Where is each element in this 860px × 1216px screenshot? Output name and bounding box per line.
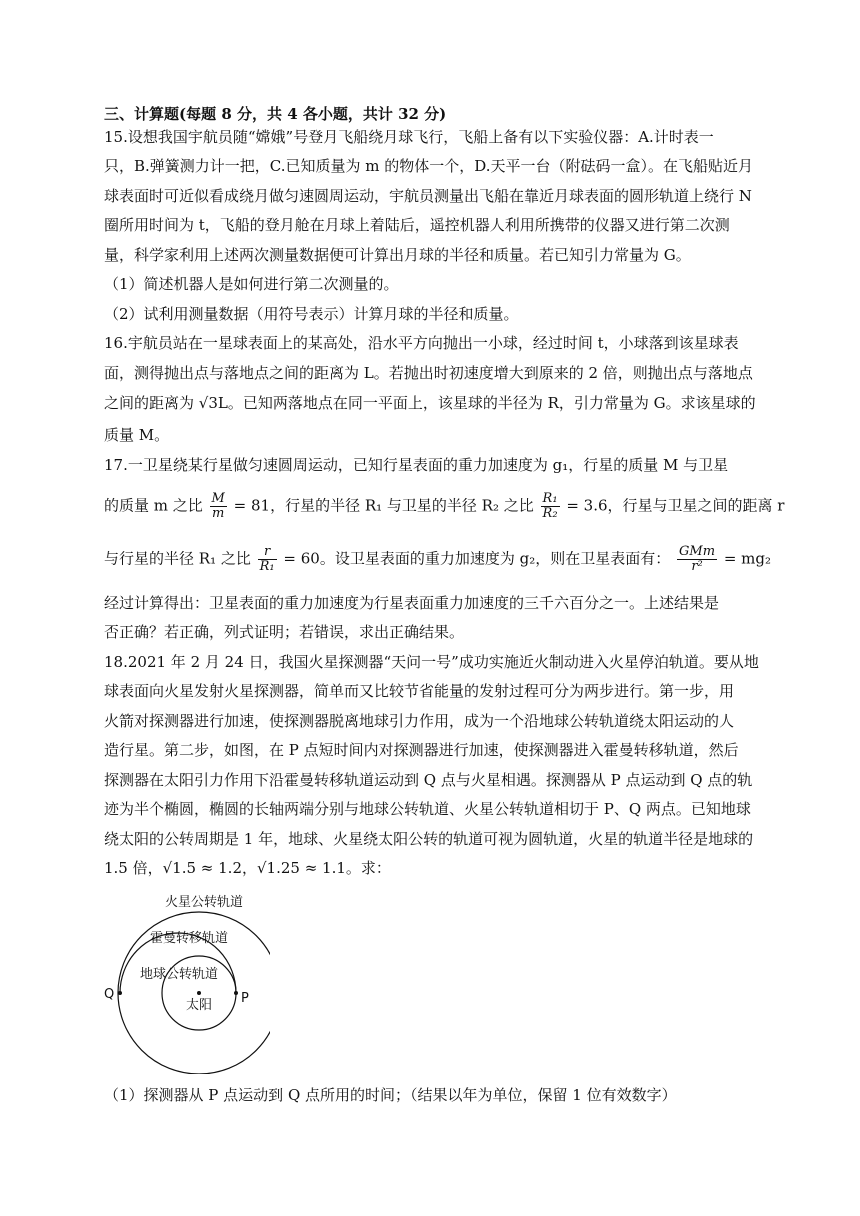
mars-orbit-label: 火星公转轨道 (165, 895, 244, 910)
q15-line-5: 量，科学家利用上述两次测量数据便可计算出月球的半径和质量。若已知引力常量为 G。 (104, 246, 691, 264)
q18-line-4: 造行星。第二步，如图，在 P 点短时间内对探测器进行加速，使探测器进入霍曼转移轨道，然后 (104, 741, 739, 759)
q17-text-c: = 3.6，行星与卫星之间的距离 r (566, 496, 785, 515)
q15-sub-1: （1）简述机器人是如何进行第二次测量的。 (104, 275, 399, 293)
fraction-numerator: GMm (679, 544, 716, 559)
q18-line-1: 18.2021 年 2 月 24 日，我国火星探测器“天问一号”成功实施近火制动进入火星停泊轨道。要从地 (104, 653, 759, 671)
q17-line-2 (104, 491, 785, 528)
fraction-numerator: R₁ (542, 491, 558, 506)
point-p-label: P (241, 991, 249, 1006)
q17-line-5: 否正确？若正确，列式证明；若错误，求出正确结果。 (104, 623, 465, 641)
q16-line-4: 质量 M。 (104, 426, 170, 444)
q18-line-6: 迹为半个椭圆，椭圆的长轴两端分别与地球公转轨道、火星公转轨道相切于 P、Q 两点。已知地球 (104, 800, 751, 818)
q17-text-f: = mg₂ (723, 549, 772, 568)
sun-dot (197, 991, 201, 995)
q15-sub-2: （2）试利用测量数据（用符号表示）计算月球的半径和质量。 (104, 305, 519, 323)
q15-line-4: 圈所用时间为 t，飞船的登月舱在月球上着陆后，遥控机器人利用所携带的仪器又进行第二次测 (104, 216, 730, 234)
radius-ratio-fraction (541, 492, 560, 521)
fraction-denominator: R₁ (259, 559, 275, 574)
q18-line-3: 火箭对探测器进行加速，使探测器脱离地球引力作用，成为一个沿地球公转轨道绕太阳运动的人 (104, 712, 735, 730)
q17-text-d: 与行星的半径 R₁ 之比 (104, 549, 251, 568)
sun-label: 太阳 (186, 998, 213, 1013)
q17-text-e: = 60。设卫星表面的重力加速度为 g₂，则在卫星表面有： (283, 549, 671, 568)
q17-line-1: 17.一卫星绕某行星做匀速圆周运动，已知行星表面的重力加速度为 g₁，行星的质量 M 与卫星 (104, 456, 729, 474)
mass-ratio-fraction (210, 492, 227, 521)
fraction-denominator: m (212, 506, 225, 521)
distance-ratio-fraction (258, 545, 277, 574)
q17-text-b: = 81，行星的半径 R₁ 与卫星的半径 R₂ 之比 (233, 496, 534, 515)
q18-sub-1: （1）探测器从 P 点运动到 Q 点所用的时间；（结果以年为单位，保留 1 位有效数字） (104, 1086, 677, 1104)
fraction-numerator: M (211, 491, 225, 506)
q15-line-3: 球表面时可近似看成绕月做匀速圆周运动，宇航员测量出飞船在靠近月球表面的圆形轨道上绕行 N (104, 187, 752, 205)
hohmann-orbit-label: 霍曼转移轨道 (150, 931, 229, 946)
fraction-numerator: r (258, 545, 277, 560)
point-p-dot (234, 991, 238, 995)
q17-text-a: 的质量 m 之比 (104, 496, 203, 515)
q18-line-7: 绕太阳的公转周期是 1 年，地球、火星绕太阳公转的轨道可视为圆轨道，火星的轨道半径是地球的 (104, 830, 754, 848)
point-q-label: Q (104, 987, 115, 1002)
gravity-fraction (677, 545, 717, 574)
fraction-denominator: r² (691, 559, 703, 574)
q18-line-5: 探测器在太阳引力作用下沿霍曼转移轨道运动到 Q 点与火星相遇。探测器从 P 点运动到 Q 点的轨 (104, 771, 753, 789)
q15-line-1: 15.设想我国宇航员随“嫦娥”号登月飞船绕月球飞行，飞船上备有以下实验仪器：A.计时表一 (104, 128, 714, 146)
section-title: 三、计算题(每题 8 分，共 4 各小题，共计 32 分) (104, 105, 447, 123)
fraction-denominator: R₂ (542, 506, 558, 521)
q18-line-2: 球表面向火星发射火星探测器，简单而又比较节省能量的发射过程可分为两步进行。第一步，用 (104, 682, 735, 700)
earth-orbit-label: 地球公转轨道 (140, 967, 219, 982)
q17-line-3 (104, 544, 772, 581)
q18-line-8: 1.5 倍，√1.5 ≈ 1.2，√1.25 ≈ 1.1。求： (104, 859, 391, 877)
orbit-diagram-svg (100, 886, 270, 1074)
q16-line-2: 面，测得抛出点与落地点之间的距离为 L。若抛出时初速度增大到原来的 2 倍，则抛出点与落地点 (104, 364, 753, 382)
q15-line-2: 只，B.弹簧测力计一把，C.已知质量为 m 的物体一个，D.天平一台（附砝码一盒）。在飞船贴近月 (104, 157, 754, 175)
orbit-diagram (100, 886, 270, 1074)
q17-line-4: 经过计算得出：卫星表面的重力加速度为行星表面重力加速度的三千六百分之一。上述结果是 (104, 594, 720, 612)
q16-line-1: 16.宇航员站在一星球表面上的某高处，沿水平方向抛出一小球，经过时间 t，小球落到该星球表 (104, 334, 739, 352)
point-q-dot (118, 991, 122, 995)
q16-line-3: 之间的距离为 √3L。已知两落地点在同一平面上，该星球的半径为 R，引力常量为 G。求该星球的 (104, 394, 756, 412)
